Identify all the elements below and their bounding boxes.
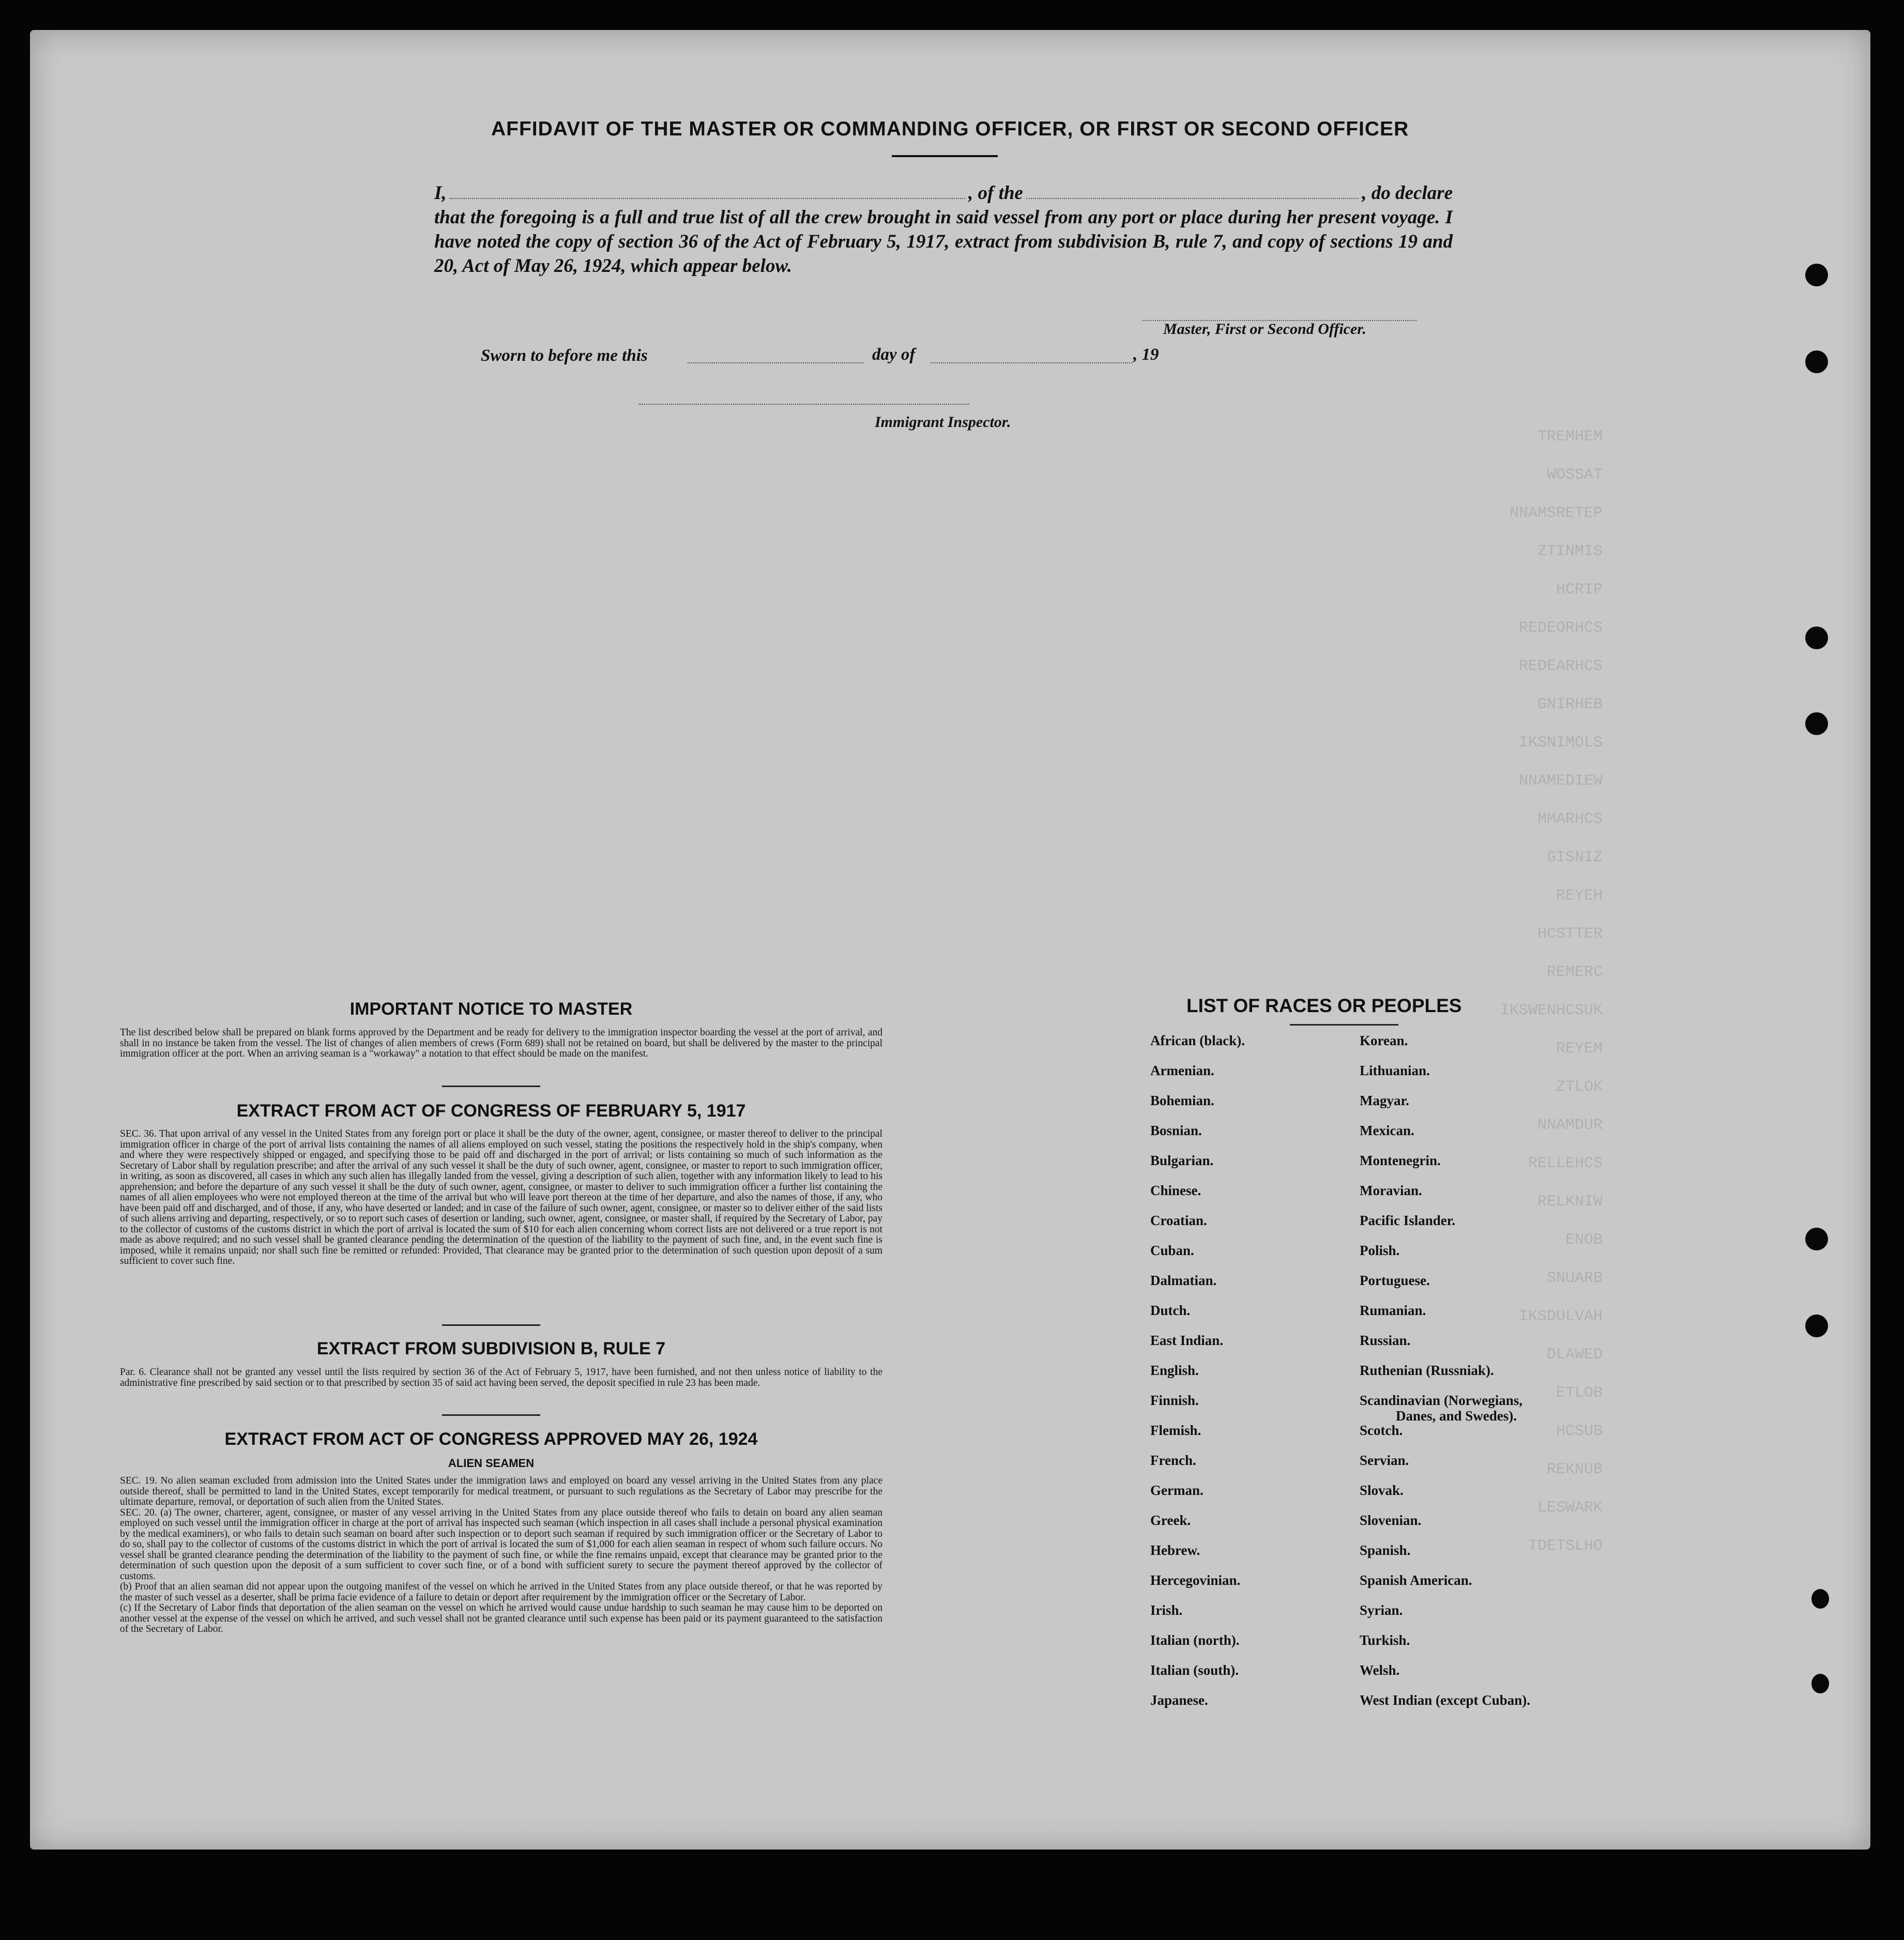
- race-item: West Indian (except Cuban).: [1360, 1692, 1531, 1708]
- bleed-through-name: IKSDULVAH: [1519, 1308, 1603, 1325]
- race-item: Slovenian.: [1360, 1513, 1422, 1528]
- race-item: Spanish.: [1360, 1542, 1411, 1558]
- punch-hole: [1805, 1228, 1828, 1250]
- race-item: Flemish.: [1150, 1423, 1201, 1438]
- race-item: Dalmatian.: [1150, 1273, 1217, 1288]
- bleed-through-name: RELKNIW: [1537, 1193, 1603, 1211]
- bleed-through-name: HCSUB: [1556, 1423, 1603, 1440]
- bleed-through-name: TDETSLHO: [1528, 1537, 1603, 1555]
- race-item: German.: [1150, 1483, 1204, 1498]
- race-item: East Indian.: [1150, 1333, 1224, 1348]
- punch-hole: [1805, 1315, 1828, 1337]
- bleed-through-name: GNIRHEB: [1537, 696, 1603, 713]
- race-item: Irish.: [1150, 1602, 1183, 1618]
- declarant-name-field[interactable]: [450, 197, 965, 199]
- race-item: African (black).: [1150, 1033, 1245, 1048]
- bleed-through-name: NNAMSRETEP: [1510, 505, 1603, 522]
- race-item: Montenegrin.: [1360, 1153, 1441, 1168]
- race-item: Bosnian.: [1150, 1123, 1202, 1138]
- bleed-through-name: WOSSAT: [1547, 466, 1603, 484]
- race-item: Turkish.: [1360, 1632, 1410, 1648]
- sec20a-text: SEC. 20. (a) The owner, charterer, agent, consignee, or master of any vessel arriving in the United States from any place outside thereof who fails to detain on board any alien seaman employed on such vessel until the immigration officer in charge at the port of arrival has inspected such seaman (which inspection in all cases shall include a personal physical examination by the medical examiners), or who fails to detain such seaman on board after such inspection or to deport such seaman if required by such immigration officer or the Secretary of Labor to do so, shall pay to the collector of customs of the customs district in which the port of arrival is located the sum of $1,000 for each alien seaman in respect of whom such failure occurs. No vessel shall be granted clearance pending the determination of the liability to the payment of such fine, or while the fine remains unpaid, except that clearance may be granted prior to the determination of such question upon the deposit of a sum sufficient to cover such fine, or of a bond with sufficient surety to secure the payment thereof approved by the collector of customs.: [120, 1507, 882, 1582]
- notice-text: The list described below shall be prepared on blank forms approved by the Department and be ready for delivery to the immigration inspector boarding the vessel at the port of arrival, and shall in no instance be taken from the vessel. The list of changes of alien members of crews (Form 689) shall not be retained on board, but shall be delivered by the master to the principal immigration officer at the port. When an arriving seaman is a "workaway" a notation to that effect should be made on the manifest.: [120, 1027, 882, 1059]
- extract-rule7-text: Par. 6. Clearance shall not be granted any vessel until the lists required by section 36 of the Act of February 5, 1917, have been furnished, and not then unless notice of liability to the administrative fine prescribed by said section or to that prescribed by section 35 of said act having been served, the deposit specified in rule 23 has been made.: [120, 1367, 882, 1388]
- race-item: Rumanian.: [1360, 1303, 1426, 1318]
- declaration-line: [434, 181, 1453, 205]
- race-item: Servian.: [1360, 1453, 1409, 1468]
- sworn-month-field[interactable]: [931, 362, 1132, 363]
- bleed-through-name: REDEORHCS: [1519, 619, 1603, 637]
- race-item: Scandinavian (Norwegians,: [1360, 1393, 1523, 1408]
- section-divider: [442, 1414, 540, 1416]
- races-title: LIST OF RACES OR PEOPLES: [1186, 995, 1462, 1016]
- bleed-through-name: ZTLOK: [1556, 1078, 1603, 1096]
- race-item: Bohemian.: [1150, 1093, 1214, 1108]
- bleed-through-name: NNAMEDIEW: [1519, 772, 1603, 790]
- section-divider: [442, 1324, 540, 1326]
- affidavit-title: AFFIDAVIT OF THE MASTER OR COMMANDING OFFICER, OR FIRST OR SECOND OFFICER: [491, 118, 1409, 140]
- declarant-prefix: I,: [434, 182, 447, 204]
- extract-1924-text: [120, 1476, 882, 1635]
- day-of-label: day of: [872, 345, 916, 364]
- bleed-through-name: LESWARK: [1537, 1499, 1603, 1517]
- race-item: Moravian.: [1360, 1183, 1422, 1198]
- race-item: Cuban.: [1150, 1243, 1194, 1258]
- bleed-through-name: TREMHEM: [1537, 428, 1603, 446]
- race-item: Polish.: [1360, 1243, 1400, 1258]
- punch-hole: [1805, 627, 1828, 649]
- race-item: Greek.: [1150, 1513, 1191, 1528]
- race-item: Croatian.: [1150, 1213, 1207, 1228]
- race-item: Korean.: [1360, 1033, 1408, 1048]
- sec20b-text: (b) Proof that an alien seaman did not appear upon the outgoing manifest of the vessel on which he arrived in the United States from any place outside thereof, or that he was reported by the master of such vessel as a deserter, shall be prima facie evidence of a failure to detain or deport after requirement by the immigration officer or the Secretary of Labor.: [120, 1581, 882, 1603]
- extract-1924-heading: EXTRACT FROM ACT OF CONGRESS APPROVED MAY 26, 1924: [224, 1429, 758, 1449]
- punch-hole: [1805, 712, 1828, 735]
- bleed-through-name: REYEH: [1556, 887, 1603, 905]
- master-signature-label: Master, First or Second Officer.: [1163, 320, 1366, 338]
- race-item: Japanese.: [1150, 1692, 1208, 1708]
- race-item: French.: [1150, 1453, 1196, 1468]
- extract-1917-text: SEC. 36. That upon arrival of any vessel in the United States from any foreign port or place it shall be the duty of the owner, agent, consignee, or master thereof to deliver to the principal immigration officer in charge of the port of arrival lists containing the names of all aliens employed on such vessel, stating the positions the respectively hold in the ship's company, when and where they were respectively shipped or engaged, and specifying those to be paid off and discharged in the port of arrival; or lists containing so much of such information as the Secretary of Labor shall by regulation prescribe; and after the arrival of any such vessel it shall be the duty of such owner, agent, consignee, or master to report to such immigration officer, in writing, as soon as discovered, all cases in which any such alien has illegally landed from the vessel, giving a description of such alien, together with any information likely to lead to his apprehension; and before the departure of any such vessel it shall be the duty of such owner, agent, consignee, or master to deliver to such immigration officer a further list containing the names of all alien employees who were not employed thereon at the time of the arrival but who will leave port thereon at the time of her departure, and also the names of those, if any, who have been paid off and discharged, and of those, if any, who have deserted or landed; and in case of the failure of such owner, agent, consignee, or master so to deliver either of the said lists of such aliens arriving and departing, respectively, or so to report such cases of desertion or landing, such owner, agent, consignee, or master shall, if required by the Secretary of Labor, pay to the collector of customs of the customs district in which the port of arrival is located the sum of $10 for each alien concerning whom correct lists are not delivered or a true report is not made as above required; and no such vessel shall be granted clearance pending the determination of the question of the liability to the payment of such fine, and, in the event such fine is imposed, while it remains unpaid; nor shall such fine be remitted or refunded: Provided, That clearance may be granted prior to the determination of such question upon deposit of a sum sufficient to cover such fine.: [120, 1128, 882, 1266]
- race-item: Hebrew.: [1150, 1542, 1200, 1558]
- inspector-label: Immigrant Inspector.: [875, 414, 1011, 431]
- race-item: Armenian.: [1150, 1063, 1214, 1078]
- race-item: Italian (north).: [1150, 1632, 1240, 1648]
- race-item: Italian (south).: [1150, 1662, 1239, 1678]
- bleed-through-name: REDEARHCS: [1519, 658, 1603, 675]
- bleed-through-name: DLAWED: [1547, 1346, 1603, 1364]
- bleed-through-name: REKNUB: [1547, 1461, 1603, 1478]
- race-item: Hercegovinian.: [1150, 1572, 1241, 1588]
- bleed-through-name: HCRIP: [1556, 581, 1603, 599]
- bleed-through-name: ETLOB: [1556, 1384, 1603, 1402]
- bleed-through-name: REYEM: [1556, 1040, 1603, 1058]
- section-divider: [442, 1086, 540, 1087]
- race-item: Danes, and Swedes).: [1396, 1408, 1517, 1424]
- race-item: Slovak.: [1360, 1483, 1404, 1498]
- race-item: Pacific Islander.: [1360, 1213, 1455, 1228]
- bleed-through-name: IKSNIMOLS: [1519, 734, 1603, 752]
- bleed-through-name: HCSTTER: [1537, 925, 1603, 943]
- race-item: Magyar.: [1360, 1093, 1409, 1108]
- bleed-through-name: NNAMDUR: [1537, 1117, 1603, 1134]
- bleed-through-name: IKSWENHCSUK: [1500, 1002, 1603, 1019]
- race-item: Ruthenian (Russniak).: [1360, 1363, 1494, 1378]
- inspector-signature-line[interactable]: [638, 403, 969, 405]
- vessel-name-field[interactable]: [1026, 197, 1359, 199]
- do-declare-label: , do declare: [1362, 182, 1453, 204]
- bleed-through-name: ZTINMIS: [1537, 543, 1603, 560]
- of-the-label: , of the: [968, 182, 1023, 204]
- race-item: Russian.: [1360, 1333, 1411, 1348]
- sworn-day-field[interactable]: [688, 362, 863, 363]
- sec19-text: SEC. 19. No alien seaman excluded from admission into the United States under the immigration laws and employed on board any vessel arriving in the United States from any place outside thereof, shall be permitted to land in the United States, except temporarily for medical treatment, or pursuant to such regulations as the Secretary of Labor may prescribe for the ultimate departure, removal, or deportation of such alien from the United States.: [120, 1475, 882, 1507]
- race-item: Lithuanian.: [1360, 1063, 1430, 1078]
- bleed-through-name: REMERC: [1547, 964, 1603, 981]
- races-title-underline: [1290, 1024, 1398, 1026]
- extract-rule7-heading: EXTRACT FROM SUBDIVISION B, RULE 7: [316, 1339, 666, 1358]
- race-item: Portuguese.: [1360, 1273, 1430, 1288]
- race-item: Welsh.: [1360, 1662, 1400, 1678]
- race-item: Finnish.: [1150, 1393, 1199, 1408]
- alien-seamen-subheading: ALIEN SEAMEN: [448, 1457, 535, 1470]
- bleed-through-name: SNUARB: [1547, 1270, 1603, 1287]
- extract-1917-heading: EXTRACT FROM ACT OF CONGRESS OF FEBRUARY 5, 1917: [236, 1101, 746, 1121]
- punch-hole: [1811, 1589, 1829, 1609]
- sworn-label: Sworn to before me this: [481, 346, 648, 365]
- title-underline: [892, 155, 998, 157]
- year-label: , 19: [1133, 345, 1159, 364]
- race-item: Mexican.: [1360, 1123, 1414, 1138]
- punch-hole: [1805, 264, 1828, 286]
- punch-hole: [1805, 350, 1828, 373]
- race-item: Spanish American.: [1360, 1572, 1472, 1588]
- affidavit-body: [434, 181, 1453, 278]
- sec20c-text: (c) If the Secretary of Labor finds that deportation of the alien seaman on the vessel on which he arrived would cause undue hardship to such seaman he may cause him to be deported on another vessel at the expense of the vessel on which he arrived, and such vessel shall not be granted clearance until such expense has been paid or its payment guaranteed to the satisfaction of the Secretary of Labor.: [120, 1602, 882, 1635]
- race-item: Scotch.: [1360, 1423, 1403, 1438]
- declaration-text: that the foregoing is a full and true list of all the crew brought in said vessel from any port or place during her present voyage. I have noted the copy of section 36 of the Act of February 5, 1917, extract from subdivision B, rule 7, and copy of sections 19 and 20, Act of May 26, 1924, which appear below.: [434, 207, 1453, 277]
- bleed-through-name: GISNIZ: [1547, 849, 1603, 866]
- race-item: Syrian.: [1360, 1602, 1403, 1618]
- race-item: English.: [1150, 1363, 1199, 1378]
- bleed-through-name: RELLEHCS: [1528, 1155, 1603, 1172]
- race-item: Dutch.: [1150, 1303, 1191, 1318]
- race-item: Bulgarian.: [1150, 1153, 1214, 1168]
- notice-heading: IMPORTANT NOTICE TO MASTER: [349, 999, 633, 1019]
- bleed-through-name: MMARHCS: [1537, 811, 1603, 828]
- punch-hole: [1811, 1674, 1829, 1693]
- bleed-through-name: ENOB: [1565, 1231, 1603, 1249]
- race-item: Chinese.: [1150, 1183, 1201, 1198]
